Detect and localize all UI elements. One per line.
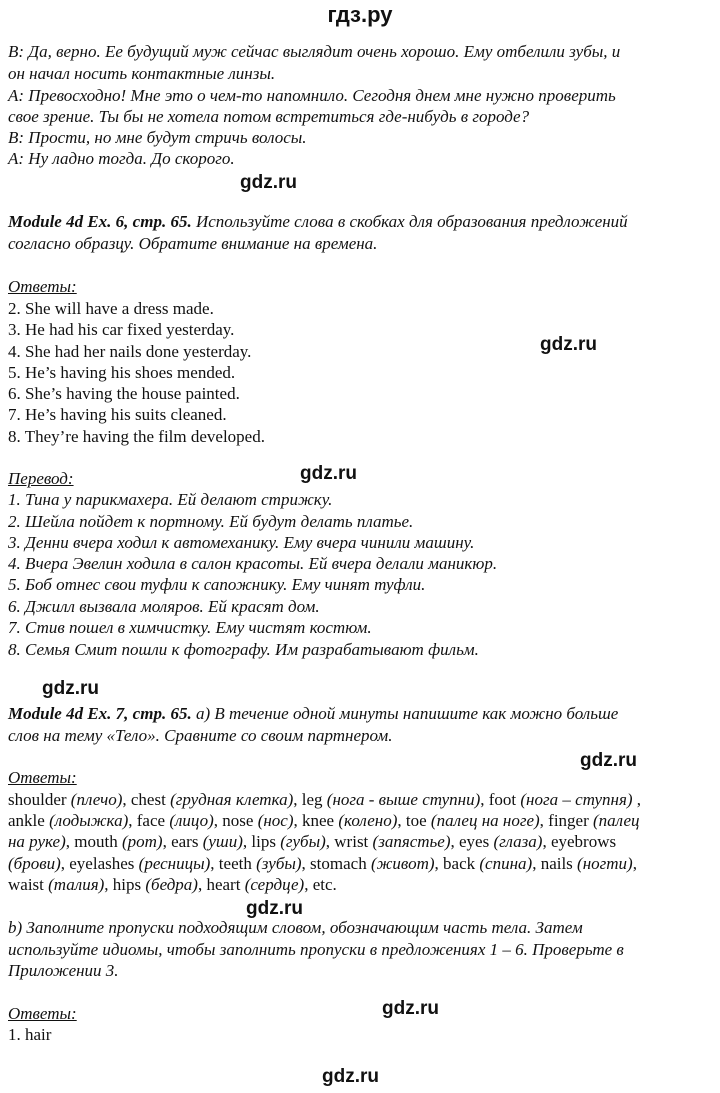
words-line: shoulder (плечо), chest (грудная клетка), leg (нога - выше ступни), foot (нога – ступня) , bbox=[8, 790, 642, 809]
word-en: ankle bbox=[8, 811, 45, 830]
ex7-task-b-line3: Приложении 3. bbox=[8, 961, 119, 980]
word-ru: (сердце) bbox=[244, 875, 305, 894]
word-ru: на руке) bbox=[8, 832, 66, 851]
word-ru: (брови) bbox=[8, 854, 61, 873]
answer-line: 3. He had his car fixed yesterday. bbox=[8, 320, 235, 339]
word-en: finger bbox=[548, 811, 589, 830]
word-ru: (глаза) bbox=[493, 832, 543, 851]
word-en: eyes bbox=[459, 832, 490, 851]
word-en: eyebrows bbox=[550, 832, 617, 851]
ex7-task-text: a) В течение одной минуты напишите как можно больше bbox=[191, 704, 619, 723]
word-ru: (запястье) bbox=[372, 832, 451, 851]
dialogue-line: B: Да, верно. Ее будущий муж сейчас выглядит очень хорошо. Ему отбелили зубы, и bbox=[8, 42, 621, 61]
word-en: leg bbox=[301, 790, 323, 809]
watermark: gdz.ru bbox=[540, 334, 597, 355]
ex6-answers-label: Ответы: bbox=[8, 277, 77, 296]
word-en: nails bbox=[540, 854, 573, 873]
word-ru: (грудная клетка) bbox=[170, 790, 294, 809]
word-en: knee bbox=[302, 811, 335, 830]
word-ru: (палец на ноге) bbox=[430, 811, 540, 830]
word-en: toe bbox=[405, 811, 427, 830]
word-ru: (уши) bbox=[202, 832, 243, 851]
word-ru: (нога – ступня) bbox=[520, 790, 633, 809]
word-en: nose bbox=[222, 811, 254, 830]
dialogue-line: он начал носить контактные линзы. bbox=[8, 64, 276, 83]
watermark: gdz.ru bbox=[42, 678, 99, 699]
word-en: eyelashes bbox=[69, 854, 135, 873]
dialogue-line: A: Превосходно! Мне это о чем-то напомнило. Сегодня днем мне нужно проверить bbox=[8, 86, 616, 105]
word-ru: (палец bbox=[593, 811, 640, 830]
words-line: ankle (лодыжка), face (лицо), nose (нос), knee (колено), toe (палец на ноге), finger (палец bbox=[8, 811, 640, 830]
word-en: wrist bbox=[334, 832, 369, 851]
word-ru: (колено) bbox=[338, 811, 398, 830]
word-ru: (губы) bbox=[280, 832, 326, 851]
word-en: hips bbox=[112, 875, 142, 894]
answer-line: 2. She will have a dress made. bbox=[8, 299, 214, 318]
word-en: chest bbox=[130, 790, 166, 809]
ex6-translation-label: Перевод: bbox=[8, 469, 74, 488]
words-line: на руке), mouth (рот), ears (уши), lips (губы), wrist (запястье), eyes (глаза), eyebrows bbox=[8, 832, 617, 851]
answer-line: 1. hair bbox=[8, 1025, 52, 1044]
answer-line: 5. He’s having his shoes mended. bbox=[8, 363, 236, 382]
translation-line: 8. Семья Смит пошли к фотографу. Им разрабатывают фильм. bbox=[8, 640, 479, 659]
translation-line: 3. Денни вчера ходил к автомеханику. Ему вчера чинили машину. bbox=[8, 533, 475, 552]
word-en: foot bbox=[488, 790, 517, 809]
ex6-task-line2: согласно образцу. Обратите внимание на времена. bbox=[8, 234, 378, 253]
word-en: stomach bbox=[310, 854, 367, 873]
answer-line: 8. They’re having the film developed. bbox=[8, 427, 265, 446]
ex6-task bbox=[8, 211, 628, 232]
word-ru: (спина) bbox=[479, 854, 533, 873]
word-en: ears bbox=[171, 832, 199, 851]
word-ru: (лодыжка) bbox=[49, 811, 129, 830]
ex7-task-b-line2: используйте идиомы, чтобы заполнить пропуски в предложениях 1 – 6. Проверьте в bbox=[8, 940, 624, 959]
word-ru: (живот) bbox=[370, 854, 435, 873]
translation-line: 2. Шейла пойдет к портному. Ей будут делать платье. bbox=[8, 512, 414, 531]
ex7-task bbox=[8, 703, 618, 724]
watermark: gdz.ru bbox=[240, 172, 297, 193]
ex7-ref: Module 4d Ex. 7, стр. 65. bbox=[8, 704, 192, 723]
word-en: lips bbox=[251, 832, 276, 851]
words-line: (брови), eyelashes (ресницы), teeth (зубы), stomach (живот), back (спина), nails (ногти), bbox=[8, 854, 637, 873]
word-ru: (лицо) bbox=[169, 811, 214, 830]
word-en: waist bbox=[8, 875, 44, 894]
word-ru: (талия) bbox=[48, 875, 105, 894]
site-header: гдз.ру bbox=[327, 2, 393, 27]
answer-line: 7. He’s having his suits cleaned. bbox=[8, 405, 227, 424]
ex7-answers-b-label: Ответы: bbox=[8, 1004, 77, 1023]
watermark: gdz.ru bbox=[382, 998, 439, 1019]
dialogue-line: B: Прости, но мне будут стричь волосы. bbox=[8, 128, 307, 147]
ex7-task-b-line1: b) Заполните пропуски подходящим словом, обозначающим часть тела. Затем bbox=[8, 918, 583, 937]
word-ru: (нос) bbox=[257, 811, 294, 830]
watermark: gdz.ru bbox=[300, 463, 357, 484]
dialogue-line: A: Ну ладно тогда. До скорого. bbox=[8, 149, 235, 168]
word-en: face bbox=[136, 811, 166, 830]
dialogue-line: свое зрение. Ты бы не хотела потом встретиться где-нибудь в городе? bbox=[8, 107, 530, 126]
ex6-ref: Module 4d Ex. 6, стр. 65. bbox=[8, 212, 192, 231]
word-ru: (ресницы) bbox=[138, 854, 211, 873]
watermark: gdz.ru bbox=[580, 750, 637, 771]
word-en: heart bbox=[206, 875, 241, 894]
watermark: gdz.ru bbox=[246, 898, 303, 919]
word-en: mouth bbox=[74, 832, 118, 851]
word-ru: (рот) bbox=[121, 832, 163, 851]
word-ru: (плечо) bbox=[70, 790, 123, 809]
answer-line: 4. She had her nails done yesterday. bbox=[8, 342, 252, 361]
word-ru: (бедра) bbox=[145, 875, 198, 894]
word-en: etc. bbox=[312, 875, 337, 894]
word-en: teeth bbox=[218, 854, 252, 873]
translation-line: 5. Боб отнес свои туфли к сапожнику. Ему чинят туфли. bbox=[8, 575, 426, 594]
answer-line: 6. She’s having the house painted. bbox=[8, 384, 240, 403]
word-ru: (зубы) bbox=[256, 854, 302, 873]
translation-line: 6. Джилл вызвала моляров. Ей красят дом. bbox=[8, 597, 320, 616]
ex7-task-line2: слов на тему «Тело». Сравните со своим партнером. bbox=[8, 726, 393, 745]
word-en: back bbox=[443, 854, 476, 873]
word-ru: (нога - выше ступни) bbox=[326, 790, 481, 809]
words-line: waist (талия), hips (бедра), heart (сердце), etc. bbox=[8, 875, 337, 894]
translation-line: 1. Тина у парикмахера. Ей делают стрижку. bbox=[8, 490, 333, 509]
watermark: gdz.ru bbox=[322, 1066, 379, 1087]
translation-line: 7. Стив пошел в химчистку. Ему чистят костюм. bbox=[8, 618, 372, 637]
word-ru: (ногти) bbox=[577, 854, 633, 873]
word-en: shoulder bbox=[8, 790, 67, 809]
ex6-task-text: Используйте слова в скобках для образования предложений bbox=[191, 212, 628, 231]
translation-line: 4. Вчера Эвелин ходила в салон красоты. Ей вчера делали маникюр. bbox=[8, 554, 498, 573]
ex7-answers-label: Ответы: bbox=[8, 768, 77, 787]
